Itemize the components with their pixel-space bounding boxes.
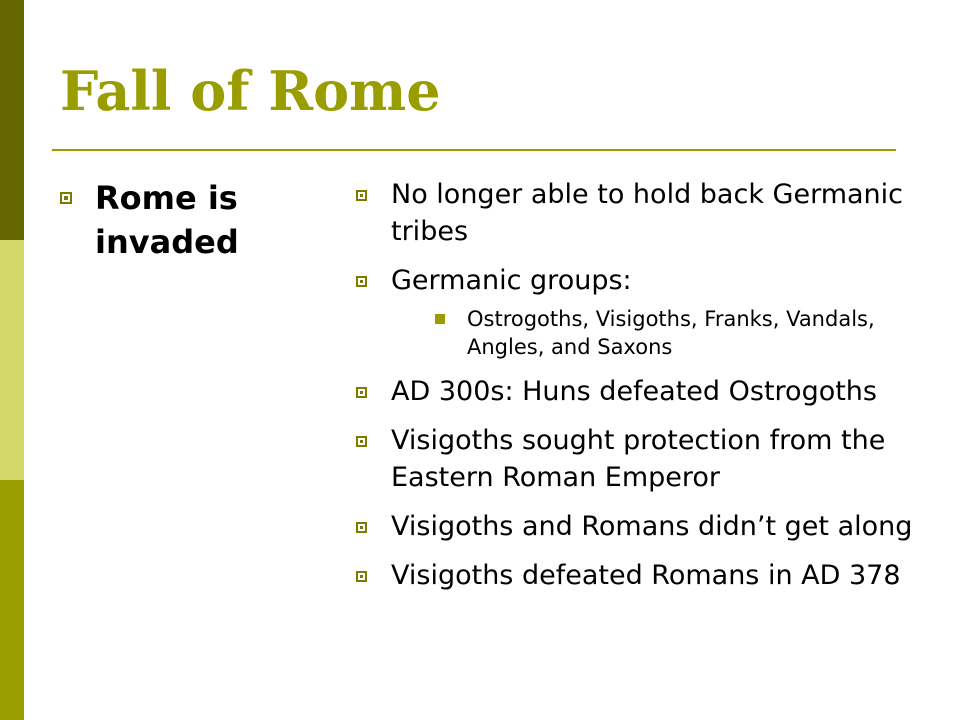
bullet-text: No longer able to hold back Germanic tribes — [391, 179, 903, 247]
square-bullet-icon — [60, 192, 72, 204]
square-bullet-icon — [356, 276, 367, 287]
left-bullet-text: Rome is invaded — [95, 179, 239, 261]
filled-square-bullet-icon — [435, 314, 445, 324]
square-bullet-icon — [356, 436, 367, 447]
bullet-text: AD 300s: Huns defeated Ostrogoths — [391, 376, 877, 407]
side-bar-light — [0, 240, 24, 480]
side-bar-dark — [0, 0, 24, 240]
list-item — [356, 176, 946, 250]
bullet-text: Visigoths sought protection from the Eastern Roman Emperor — [391, 425, 886, 493]
bullet-text: Visigoths and Romans didn’t get along — [391, 511, 913, 542]
list-item — [356, 262, 946, 361]
title-divider — [52, 149, 896, 151]
square-bullet-icon — [356, 522, 367, 533]
list-item — [356, 557, 946, 594]
list-item — [356, 373, 946, 410]
bullet-text: Visigoths defeated Romans in AD 378 — [391, 560, 901, 591]
sub-list-item — [435, 305, 946, 361]
side-bar-mid — [0, 480, 24, 720]
slide-title: Fall of Rome — [60, 59, 441, 123]
list-item — [356, 422, 946, 496]
sub-bullet-text: Ostrogoths, Visigoths, Franks, Vandals, Angles, and Saxons — [467, 307, 875, 359]
list-item — [356, 508, 946, 545]
square-bullet-icon — [356, 190, 367, 201]
sub-list — [391, 305, 946, 361]
left-column — [60, 176, 320, 264]
list-item — [60, 176, 320, 264]
bullet-text: Germanic groups: — [391, 265, 632, 296]
square-bullet-icon — [356, 571, 367, 582]
square-bullet-icon — [356, 387, 367, 398]
right-column — [356, 176, 946, 606]
